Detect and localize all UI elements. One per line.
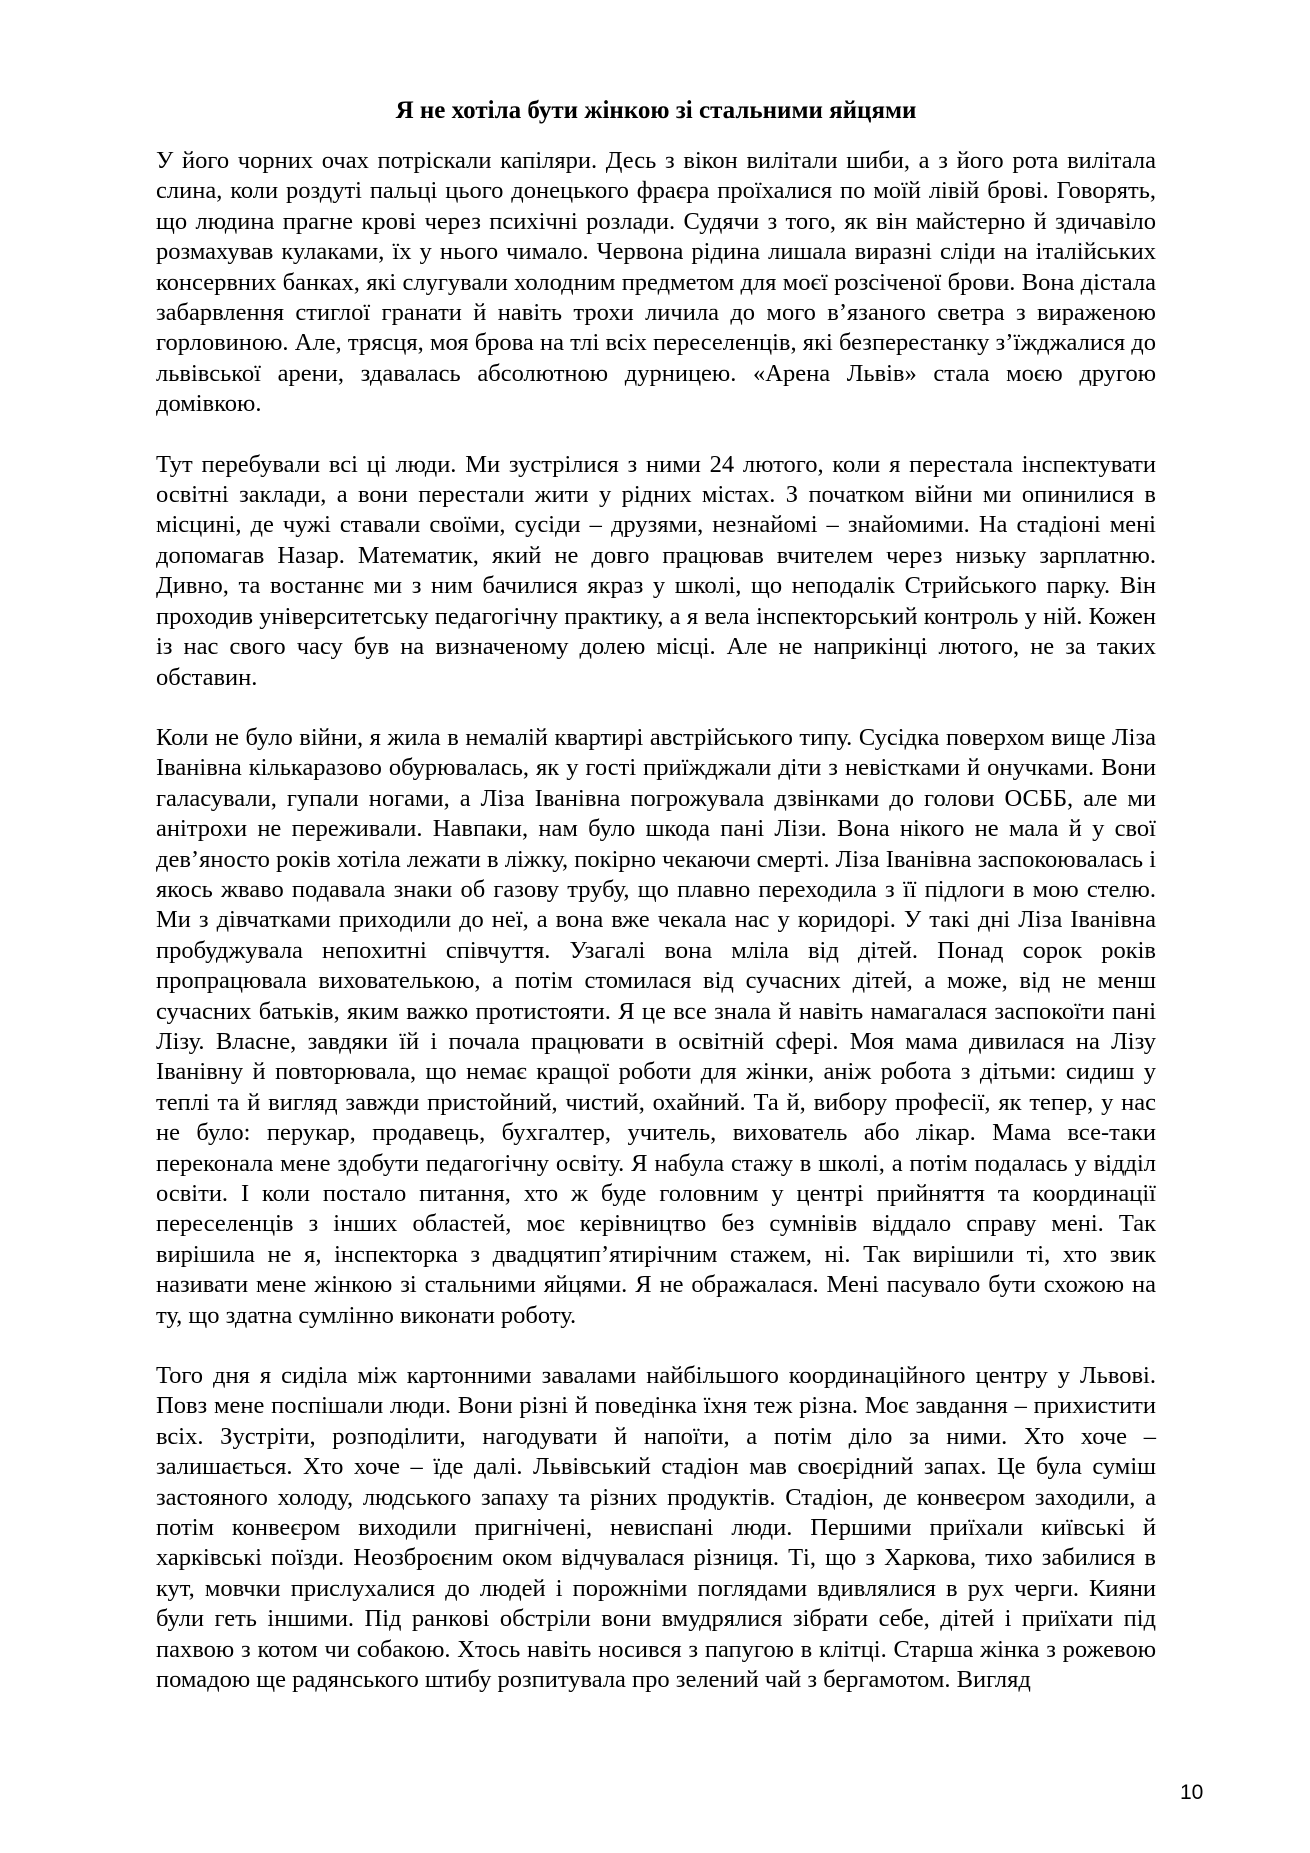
page-number: 10 — [1180, 1781, 1204, 1804]
paragraph-3: Коли не було війни, я жила в немалій квартирі австрійського типу. Сусідка поверхом вище Ліза Іванівна кількаразово обурювалась, як у гості приїжджали діти з невістками й онучками. Вони галасували, гупали ногами, а Ліза Іванівна погрожувала дзвінками до голови ОСББ, але ми анітрохи не переживали. Навпаки, нам було шкода пані Лізи. Вона нікого не мала й у свої дев’яносто років хотіла лежати в ліжку, покірно чекаючи смерті. Ліза Іванівна заспокоювалась і якось жваво подавала знаки об газову трубу, що плавно переходила з її підлоги в мою стелю. Ми з дівчатками приходили до неї, а вона вже чекала нас у коридорі. У такі дні Ліза Іванівна пробуджувала непохитні співчуття. Узагалі вона мліла від дітей. Понад сорок років пропрацювала вихователькою, а потім стомилася від сучасних дітей, а може, від не менш сучасних батьків, яким важко протистояти. Я це все знала й навіть намагалася заспокоїти пані Лізу. Власне, завдяки їй і почала працювати в освітній сфері. Моя мама дивилася на Лізу Іванівну й повторювала, що немає кращої роботи для жінки, аніж робота з дітьми: сидиш у теплі та й вигляд завжди пристойний, чистий, охайний. Та й, вибору професії, як тепер, у нас не було: перукар, продавець, бухгалтер, учитель, вихователь або лікар. Мама все-таки переконала мене здобути педагогічну освіту. Я набула стажу в школі, а потім подалась у відділ освіти. І коли постало питання, хто ж буде головним у центрі прийняття та координації переселенців з інших областей, моє керівництво без сумнівів віддало справу мені. Так вирішила не я, інспекторка з двадцятип’ятирічним стажем, ні. Так вирішили ті, хто звик називати мене жінкою зі стальними яйцями. Я не ображалася. Мені пасувало бути схожою на ту, що здатна сумлінно виконати роботу. — [156, 723, 1156, 1329]
paragraph-4: Того дня я сиділа між картонними завалами найбільшого координаційного центру у Львові. Повз мене поспішали люди. Вони різні й поведінка їхня теж різна. Моє завдання – прихистити всіх. Зустріти, розподілити, нагодувати й напоїти, а потім діло за ними. Хто хоче – залишається. Хто хоче – їде далі. Львівський стадіон мав своєрідний запах. Це була суміш застояного холоду, людського запаху та різних продуктів. Стадіон, де конвеєром заходили, а потім конвеєром виходили пригнічені, невиспані люди. Першими приїхали київські й харківські поїзди. Неозброєним оком відчувалася різниця. Ті, що з Харкова, тихо забилися в кут, мовчки прислухалися до людей і порожніми поглядами вдивлялися в рух черги. Кияни були геть іншими. Під ранкові обстріли вони вмудрялися зібрати себе, дітей і приїхати під пахвою з котом чи собакою. Хтось навіть носився з папугою в клітці. Старша жінка з рожевою помадою ще радянського штибу розпитувала про зелений чай з бергамотом. Вигляд — [156, 1362, 1156, 1694]
document-page — [156, 96, 1156, 1726]
paragraph-2: Тут перебували всі ці люди. Ми зустрілися з ними 24 лютого, коли я перестала інспектувати освітні заклади, а вони перестали жити у рідних містах. З початком війни ми опинилися в місцині, де чужі ставали своїми, сусіди – друзями, незнайомі – знайомими. На стадіоні мені допомагав Назар. Математик, який не довго працював вчителем через низьку зарплатню. Дивно, та востаннє ми з ним бачилися якраз у школі, що неподалік Стрийського парку. Він проходив університетську педагогічну практику, а я вела інспекторський контроль у ній. Кожен із нас свого часу був на визначеному долею місці. Але не наприкінці лютого, не за таких обставин. — [156, 450, 1156, 691]
paragraph-1: У його чорних очах потріскали капіляри. Десь з вікон вилітали шиби, а з його рота вилітала слина, коли роздуті пальці цього донецького фраєра проїхалися по моїй лівій брові. Говорять, що людина прагне крові через психічні розлади. Судячи з того, як він майстерно й здичавіло розмахував кулаками, їх у нього чимало. Червона рідина лишала виразні сліди на італійських консервних банках, які слугували холодним предметом для моєї розсіченої брови. Вона дістала забарвлення стиглої гранати й навіть трохи личила до мого в’язаного светра з вираженою горловиною. Але, трясця, моя брова на тлі всіх переселенців, які безперестанку з’їжджалися до львівської арени, здавалась абсолютною дурницею. «Арена Львів» стала моєю другою домівкою. — [156, 147, 1156, 418]
document-title: Я не хотіла бути жінкою зі стальними яйцями — [395, 97, 917, 124]
